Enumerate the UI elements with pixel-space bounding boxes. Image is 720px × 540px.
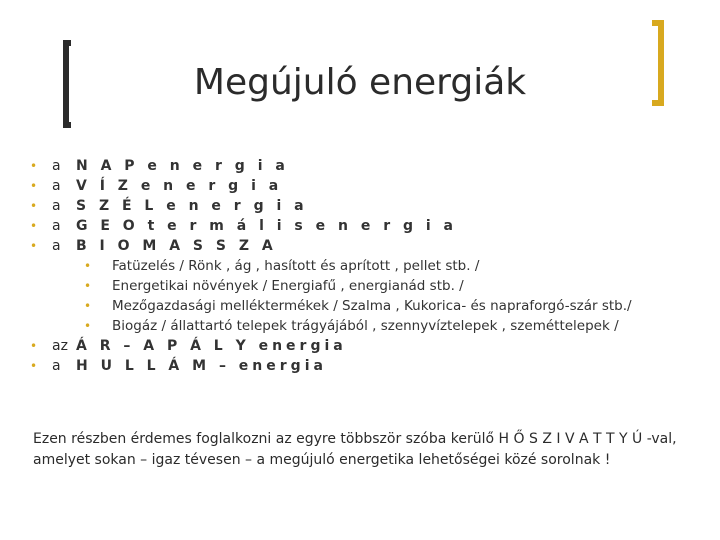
list-item (30, 176, 710, 196)
bullet-icon: • (30, 219, 38, 233)
bullet-icon: • (30, 239, 38, 253)
list-item (30, 196, 710, 216)
sub-list-item (30, 276, 710, 296)
list-item (30, 216, 710, 236)
item-article: az (52, 338, 68, 354)
bullet-icon: • (84, 259, 92, 273)
sub-item-text: Energetikai növények / Energiafű , energianád stb. / (112, 278, 464, 294)
bullet-icon: • (30, 359, 38, 373)
item-text: H U L L Á M – energia (76, 358, 327, 374)
list-item (30, 236, 710, 256)
item-article: a (52, 238, 61, 254)
item-text: S Z É L e n e r g i a (76, 198, 308, 214)
item-text: B I O M A S S Z A (76, 238, 277, 254)
bullet-icon: • (30, 159, 38, 173)
sub-list-item (30, 296, 710, 316)
slide-title: Megújuló energiák (193, 62, 527, 103)
sub-item-text: Mezőgazdasági melléktermékek / Szalma , Kukorica- és napraforgó-szár stb./ (112, 298, 632, 314)
sub-list-item (30, 316, 710, 336)
list-item (30, 356, 710, 376)
list-item (30, 336, 710, 356)
item-article: a (52, 178, 61, 194)
note-paragraph: Ezen részben érdemes foglalkozni az egyre többször szóba kerülő H Ő S Z I V A T T Y Ú -val, amelyet sokan – igaz tévesen – a megújuló energetika lehetőségei közé sorolnak ! (33, 431, 677, 468)
item-article: a (52, 358, 61, 374)
bullet-icon: • (84, 279, 92, 293)
item-text: N A P e n e r g i a (76, 158, 289, 174)
item-text: Á R – A P Á L Y energia (76, 338, 347, 354)
bullet-icon: • (84, 299, 92, 313)
item-article: a (52, 198, 61, 214)
sub-item-text: Biogáz / állattartó telepek trágyájából , szennyvíztelepek , szeméttelepek / (112, 318, 619, 334)
bullet-icon: • (30, 179, 38, 193)
sub-item-text: Fatüzelés / Rönk , ág , hasított és aprított , pellet stb. / (112, 258, 480, 274)
bullet-icon: • (84, 319, 92, 333)
list-item (30, 156, 710, 176)
sub-list-item (30, 256, 710, 276)
item-text: V Í Z e n e r g i a (76, 178, 283, 194)
bullet-icon: • (30, 339, 38, 353)
bullet-icon: • (30, 199, 38, 213)
item-article: a (52, 158, 61, 174)
item-article: a (52, 218, 61, 234)
bullet-list (30, 156, 710, 376)
item-text: G E O t e r m á l i s e n e r g i a (76, 218, 458, 234)
